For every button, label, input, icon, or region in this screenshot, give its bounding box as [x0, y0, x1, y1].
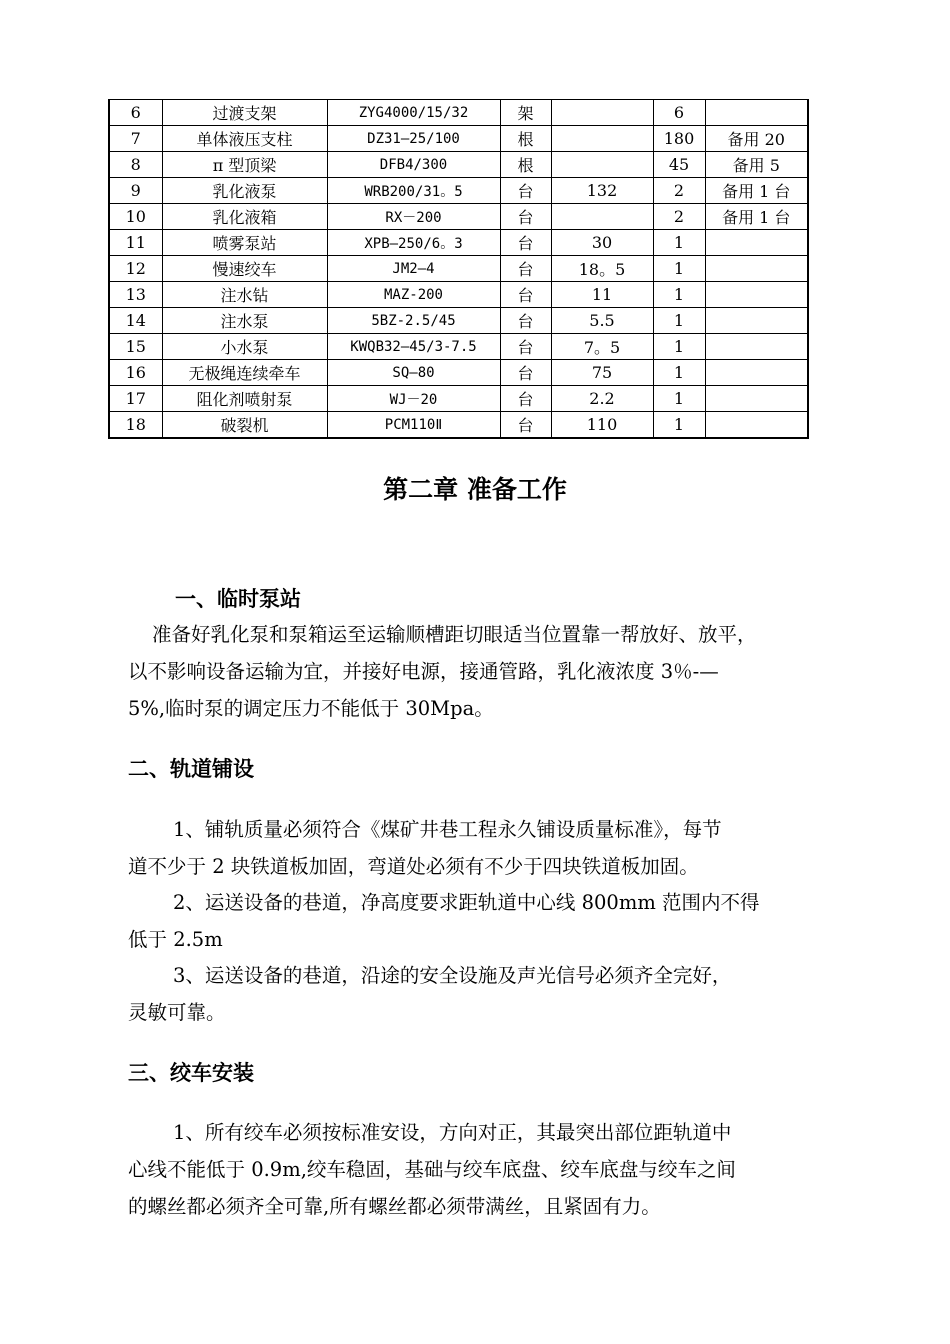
section-temp-pump-station-paragraph	[128, 616, 828, 727]
cell-power	[551, 152, 653, 178]
table-row	[109, 334, 808, 360]
cell-model: PCM110Ⅱ	[327, 412, 500, 439]
cell-unit: 台	[500, 178, 551, 204]
cell-model: JM2—4	[327, 256, 500, 282]
table-row	[109, 282, 808, 308]
table-row	[109, 100, 808, 126]
cell-name: 破裂机	[162, 412, 327, 439]
cell-unit: 台	[500, 308, 551, 334]
cell-remark	[705, 230, 808, 256]
cell-name: 喷雾泵站	[162, 230, 327, 256]
cell-no: 9	[109, 178, 162, 204]
cell-name: 单体液压支柱	[162, 126, 327, 152]
cell-model: WJ－20	[327, 386, 500, 412]
cell-unit: 台	[500, 412, 551, 439]
cell-no: 13	[109, 282, 162, 308]
table-row	[109, 360, 808, 386]
cell-power: 5.5	[551, 308, 653, 334]
cell-qty: 6	[653, 100, 705, 126]
cell-name: 乳化液箱	[162, 204, 327, 230]
cell-remark	[705, 386, 808, 412]
cell-name: 阻化剂喷射泵	[162, 386, 327, 412]
cell-qty: 1	[653, 412, 705, 439]
cell-qty: 2	[653, 178, 705, 204]
section-heading-winch-installation: 三、绞车安装	[128, 1061, 254, 1085]
cell-name: 过渡支架	[162, 100, 327, 126]
cell-qty: 1	[653, 334, 705, 360]
cell-no: 14	[109, 308, 162, 334]
cell-power: 18。5	[551, 256, 653, 282]
cell-power	[551, 204, 653, 230]
cell-no: 15	[109, 334, 162, 360]
cell-model: KWQB32—45/3-7.5	[327, 334, 500, 360]
table-row	[109, 230, 808, 256]
cell-remark	[705, 100, 808, 126]
track-laying-item-3	[128, 957, 828, 1031]
cell-model: WRB200/31。5	[327, 178, 500, 204]
table-row	[109, 386, 808, 412]
chapter-title: 第二章 准备工作	[383, 475, 567, 504]
paragraph-line: 5%,临时泵的调定压力不能低于 30Mpa。	[128, 697, 494, 720]
cell-name: 注水钻	[162, 282, 327, 308]
cell-unit: 架	[500, 100, 551, 126]
cell-power: 7。5	[551, 334, 653, 360]
cell-unit: 台	[500, 334, 551, 360]
paragraph-line: 1、铺轨质量必须符合《煤矿井巷工程永久铺设质量标准》，每节	[173, 818, 722, 841]
cell-no: 10	[109, 204, 162, 230]
cell-model: ZYG4000/15/32	[327, 100, 500, 126]
cell-remark: 备用 1 台	[705, 204, 808, 230]
table-row	[109, 178, 808, 204]
section-heading-track-laying: 二、轨道铺设	[128, 757, 254, 781]
paragraph-line: 2、运送设备的巷道，净高度要求距轨道中心线 800mm 范围内不得	[173, 891, 760, 914]
cell-no: 7	[109, 126, 162, 152]
cell-no: 11	[109, 230, 162, 256]
table-row	[109, 204, 808, 230]
cell-unit: 台	[500, 256, 551, 282]
cell-name: 注水泵	[162, 308, 327, 334]
paragraph-line: 1、所有绞车必须按标准安设，方向对正，其最突出部位距轨道中	[173, 1121, 732, 1144]
cell-qty: 1	[653, 386, 705, 412]
cell-no: 16	[109, 360, 162, 386]
cell-qty: 1	[653, 230, 705, 256]
table-row	[109, 152, 808, 178]
cell-name: 慢速绞车	[162, 256, 327, 282]
cell-no: 17	[109, 386, 162, 412]
table-row	[109, 126, 808, 152]
cell-remark: 备用 20	[705, 126, 808, 152]
table-row	[109, 256, 808, 282]
cell-model: DZ31—25/100	[327, 126, 500, 152]
cell-name: 小水泵	[162, 334, 327, 360]
cell-power	[551, 100, 653, 126]
paragraph-line: 以不影响设备运输为宜，并接好电源，接通管路，乳化液浓度 3％-—	[128, 660, 719, 683]
cell-model: DFB4/300	[327, 152, 500, 178]
cell-no: 18	[109, 412, 162, 439]
paragraph-line: 灵敏可靠。	[128, 1001, 226, 1024]
cell-remark: 备用 5	[705, 152, 808, 178]
cell-remark	[705, 282, 808, 308]
cell-remark	[705, 360, 808, 386]
cell-power: 110	[551, 412, 653, 439]
cell-model: MAZ-200	[327, 282, 500, 308]
cell-no: 8	[109, 152, 162, 178]
cell-model: 5BZ-2.5/45	[327, 308, 500, 334]
cell-unit: 台	[500, 282, 551, 308]
paragraph-line: 准备好乳化泵和泵箱运至运输顺槽距切眼适当位置靠一帮放好、放平，	[152, 623, 757, 646]
cell-name: 无极绳连续牵车	[162, 360, 327, 386]
cell-unit: 台	[500, 386, 551, 412]
cell-model: SQ—80	[327, 360, 500, 386]
cell-remark	[705, 412, 808, 439]
cell-unit: 根	[500, 126, 551, 152]
cell-no: 6	[109, 100, 162, 126]
cell-remark	[705, 256, 808, 282]
winch-installation-item-1	[128, 1114, 828, 1225]
cell-qty: 180	[653, 126, 705, 152]
cell-qty: 1	[653, 256, 705, 282]
cell-qty: 1	[653, 282, 705, 308]
cell-no: 12	[109, 256, 162, 282]
cell-power: 75	[551, 360, 653, 386]
section-heading-temp-pump-station: 一、临时泵站	[175, 587, 301, 611]
cell-name: 乳化液泵	[162, 178, 327, 204]
paragraph-line: 低于 2.5m	[128, 928, 223, 951]
table-row	[109, 308, 808, 334]
cell-power: 2.2	[551, 386, 653, 412]
paragraph-line: 道不少于 2 块铁道板加固，弯道处必须有不少于四块铁道板加固。	[128, 855, 699, 878]
cell-remark: 备用 1 台	[705, 178, 808, 204]
cell-qty: 1	[653, 308, 705, 334]
equipment-table-body	[109, 100, 808, 439]
track-laying-item-1	[128, 811, 828, 885]
paragraph-line: 的螺丝都必须齐全可靠,所有螺丝都必须带满丝，且紧固有力。	[128, 1195, 661, 1218]
cell-power: 132	[551, 178, 653, 204]
cell-power	[551, 126, 653, 152]
cell-qty: 1	[653, 360, 705, 386]
paragraph-line: 3、运送设备的巷道，沿途的安全设施及声光信号必须齐全完好，	[173, 964, 732, 987]
cell-name: π 型顶梁	[162, 152, 327, 178]
cell-qty: 2	[653, 204, 705, 230]
cell-unit: 台	[500, 204, 551, 230]
cell-power: 11	[551, 282, 653, 308]
track-laying-item-2	[128, 884, 828, 958]
cell-unit: 台	[500, 230, 551, 256]
table-row	[109, 412, 808, 439]
cell-qty: 45	[653, 152, 705, 178]
paragraph-line: 心线不能低于 0.9m,绞车稳固，基础与绞车底盘、绞车底盘与绞车之间	[128, 1158, 736, 1181]
cell-model: XPB—250/6。3	[327, 230, 500, 256]
cell-remark	[705, 308, 808, 334]
cell-model: RX－200	[327, 204, 500, 230]
cell-unit: 台	[500, 360, 551, 386]
equipment-table	[108, 99, 809, 439]
cell-unit: 根	[500, 152, 551, 178]
cell-power: 30	[551, 230, 653, 256]
cell-remark	[705, 334, 808, 360]
